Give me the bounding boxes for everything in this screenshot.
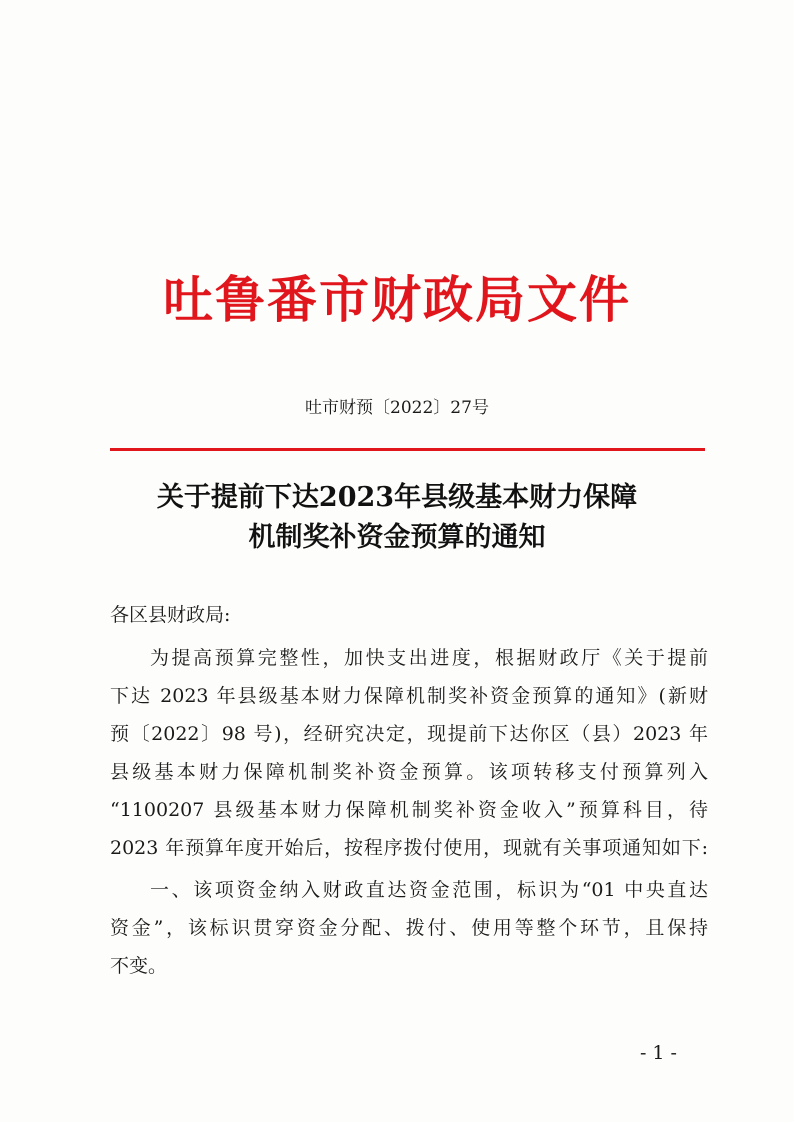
document-number: 吐市财预〔2022〕27号: [305, 398, 489, 418]
salutation: 各区县财政局:: [110, 604, 231, 626]
red-divider-line: [110, 448, 705, 451]
body-paragraph-line: 为提高预算完整性，加快支出进度，根据财政厅《关于提前: [150, 647, 708, 669]
document-org-title: 吐鲁番市财政局文件: [163, 271, 631, 329]
body-paragraph-line: 预〔2022〕98 号)，经研究决定，现提前下达你区（县）2023 年: [110, 723, 708, 745]
page-number: -1-: [640, 1042, 683, 1064]
body-paragraph-line: 2023 年预算年度开始后，按程序拨付使用，现就有关事项通知如下:: [110, 837, 708, 859]
body-paragraph-line: “1100207 县级基本财力保障机制奖补资金收入”预算科目，待: [110, 799, 708, 821]
body-paragraph-line: 下达 2023 年县级基本财力保障机制奖补资金预算的通知》(新财: [110, 685, 708, 707]
body-paragraph-line: 一、该项资金纳入财政直达资金范围，标识为“01 中央直达: [150, 879, 708, 901]
notice-title-line-2: 机制奖补资金预算的通知: [248, 522, 546, 553]
body-paragraph-line: 资金”，该标识贯穿资金分配、拨付、使用等整个环节，且保持: [110, 917, 708, 939]
body-paragraph-line: 不变。: [110, 955, 168, 977]
body-paragraph-line: 县级基本财力保障机制奖补资金预算。该项转移支付预算列入: [110, 761, 708, 783]
notice-title-line-1: 关于提前下达2023年县级基本财力保障: [156, 482, 638, 513]
